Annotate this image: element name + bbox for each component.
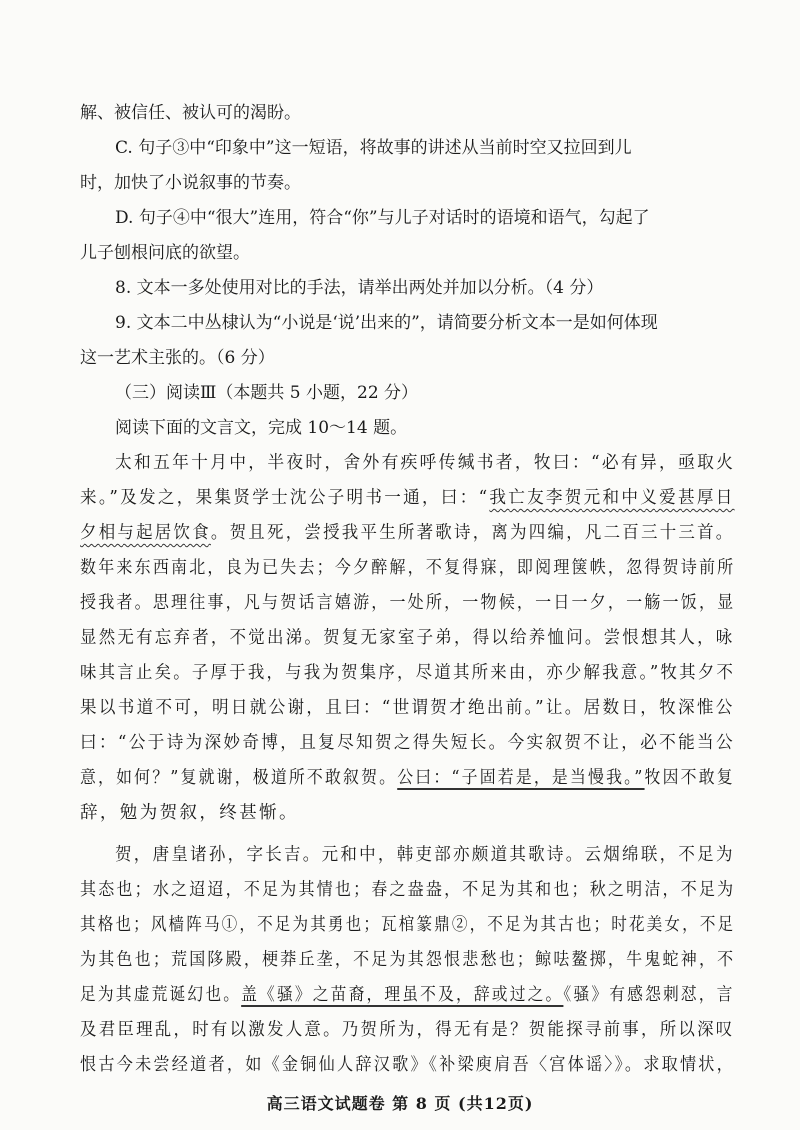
passage-line <box>80 521 735 545</box>
text-line: 儿子刨根问底的欲望。 <box>80 243 250 263</box>
passage-line: 授我者。思理往事，凡与贺话言嬉游，一处所，一物候，一日一夕，一觞一饭，显 <box>80 593 736 613</box>
text-line: 时，加快了小说叙事的节奏。 <box>80 173 301 193</box>
option-d-line: D. 句子④中“很大”连用，符合“你”与儿子对话时的语境和语气，勾起了 <box>115 208 650 228</box>
passage-line <box>80 983 735 1007</box>
passage-line <box>80 486 735 510</box>
wavy-underlined-sentence: 夕相与起居饮食 <box>80 523 211 543</box>
passage-line: 为其色也；荒国陊殿，梗莽丘垄，不足为其怨恨悲愁也；鲸呿鳌掷，牛鬼蛇神，不 <box>80 950 736 970</box>
passage-line: 贺，唐皇诸孙，字长吉。元和中，韩吏部亦颇道其歌诗。云烟绵联，不足为 <box>115 845 735 865</box>
passage-line: 显然无有忘弃者，不觉出涕。贺复无家室子弟，得以给养恤问。尝恨想其人，咏 <box>80 628 735 648</box>
option-c-line: C. 句子③中“印象中”这一短语，将故事的讲述从当前时空又拉回到儿 <box>115 138 632 158</box>
passage-line: 味其言止矣。子厚于我，与我为贺集序，尽道其所来由，亦少解我意。”牧其夕不 <box>80 663 736 683</box>
passage-text: 足为其虚荒诞幻也。 <box>80 985 242 1005</box>
passage-line <box>80 766 735 790</box>
passage-line: 太和五年十月中，半夜时，舍外有疾呼传缄书者，牧曰：“必有异，亟取火 <box>115 453 736 473</box>
passage-text: 来。”及发之，果集贤学士沈公子明书一通，曰：“ <box>80 488 490 508</box>
passage-line: 辞，勉为贺叙，终甚惭。 <box>80 803 299 823</box>
underlined-sentence: 公曰：“子固若是，是当慢我。” <box>397 768 645 788</box>
passage-text: 《骚》有感怨刺怼，言 <box>563 985 735 1005</box>
instruction-line: 阅读下面的文言文，完成 10～14 题。 <box>115 418 408 438</box>
text-line: 解、被信任、被认可的渴盼。 <box>80 103 301 123</box>
wavy-underlined-sentence: 我亡友李贺元和中义爱甚厚日 <box>489 488 735 508</box>
question-8: 8. 文本一多处使用对比的手法，请举出两处并加以分析。（4 分） <box>115 278 604 298</box>
passage-text: 意，如何？”复就谢，极道所不敢叙贺。 <box>80 768 398 788</box>
passage-line: 其态也；水之迢迢，不足为其情也；春之盎盎，不足为其和也；秋之明洁，不足为 <box>80 880 736 900</box>
passage-line: 恨古今未尝经道者，如《金铜仙人辞汉歌》《补梁庾肩吾〈宫体谣〉》。求取情状， <box>80 1055 736 1075</box>
passage-line: 及君臣理乱，时有以激发人意。乃贺所为，得无有是？贺能探寻前事，所以深叹 <box>80 1020 735 1040</box>
passage-line: 果以书道不可，明日就公谢，且曰：“世谓贺才绝出前。”让。居数日，牧深惟公 <box>80 698 735 718</box>
passage-text: 。贺且死，尝授我平生所著歌诗，离为四编，凡二百三十三首。 <box>210 523 735 543</box>
page-footer: 高三语文试题卷 第 8 页 (共12页) <box>266 1094 534 1113</box>
underlined-sentence: 盖《骚》之苗裔，理虽不及，辞或过之。 <box>241 985 564 1005</box>
passage-line: 曰：“公于诗为深妙奇博，且复尽知贺之得失短长。今实叙贺不让，必不能当公 <box>80 733 735 753</box>
text-line: 这一艺术主张的。（6 分） <box>80 348 275 368</box>
section-heading: （三）阅读Ⅲ（本题共 5 小题，22 分） <box>115 383 419 403</box>
question-9: 9. 文本二中丛棣认为“小说是‘说’出来的”，请简要分析文本一是如何体现 <box>115 313 658 333</box>
passage-line: 数年来东西南北，良为已失去；今夕醉解，不复得寐，即阅理箧帙，忽得贺诗前所 <box>80 558 736 578</box>
passage-text: 牧因不敢复 <box>644 768 735 788</box>
passage-line: 其格也；风樯阵马①，不足为其勇也；瓦棺篆鼎②，不足为其古也；时花美女，不足 <box>80 915 736 935</box>
